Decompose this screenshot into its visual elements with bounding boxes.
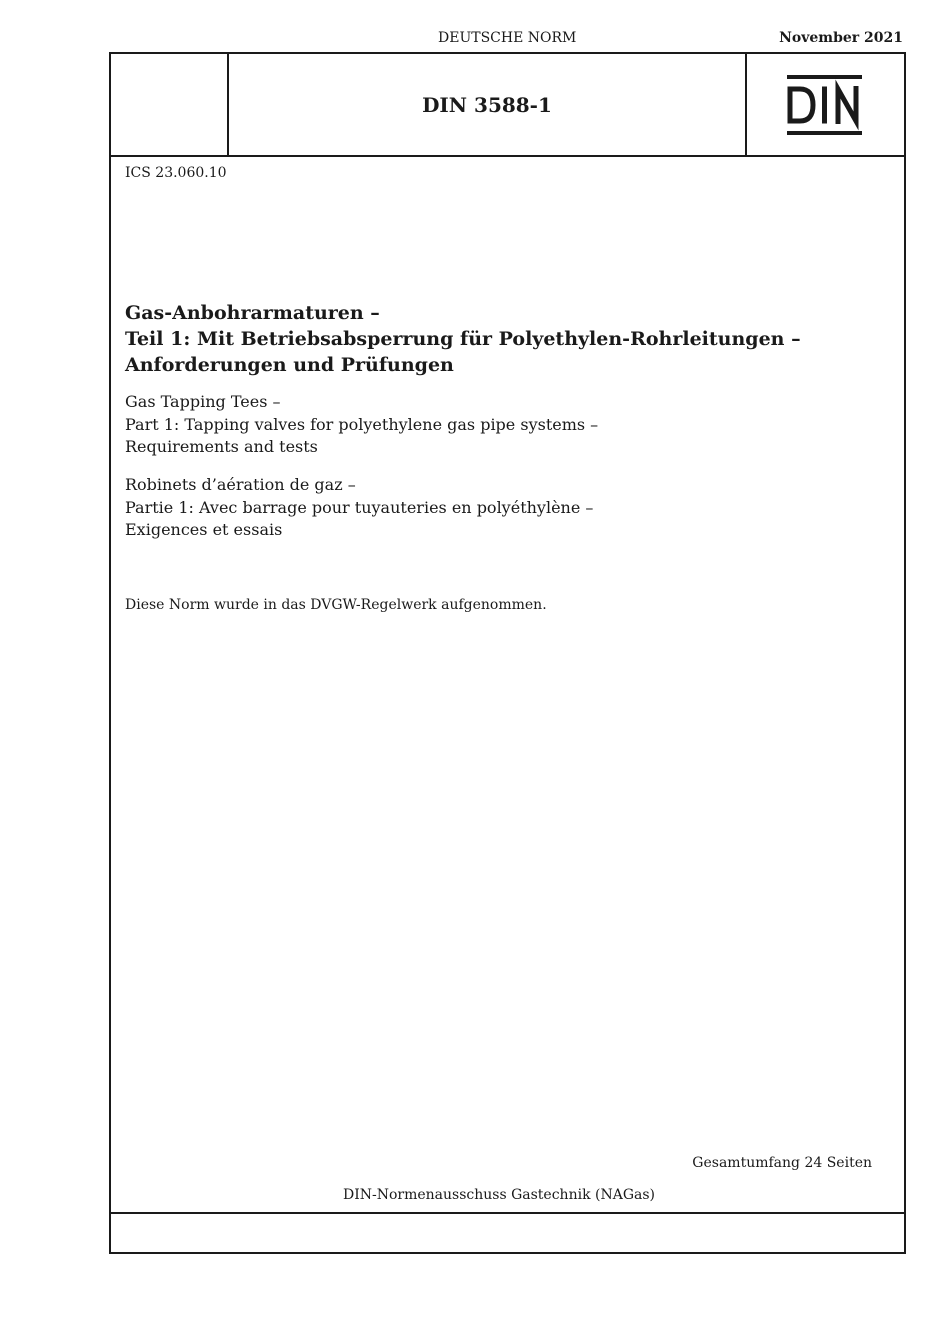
- french-title-line: Exigences et essais: [125, 520, 283, 539]
- header-left-cell: [111, 54, 229, 155]
- publication-date: November 2021: [779, 30, 903, 46]
- norm-type-label: DEUTSCHE NORM: [438, 30, 577, 46]
- dvgw-note: Diese Norm wurde in das DVGW-Regelwerk aufgenommen.: [125, 597, 547, 613]
- ics-code: ICS 23.060.10: [125, 165, 227, 181]
- page-count: Gesamtumfang 24 Seiten: [692, 1155, 872, 1171]
- cover-frame: [109, 52, 906, 1254]
- english-title: [125, 391, 598, 459]
- header-title-cell: [229, 54, 747, 155]
- header-row: [111, 54, 904, 157]
- german-title-line: Teil 1: Mit Betriebsabsperrung für Polyethylen-Rohrleitungen –: [125, 328, 801, 350]
- english-title-line: Gas Tapping Tees –: [125, 392, 281, 411]
- french-title-line: Partie 1: Avec barrage pour tuyauteries en polyéthylène –: [125, 497, 594, 517]
- document-number: DIN 3588-1: [422, 93, 552, 117]
- bottom-divider: [111, 1212, 904, 1214]
- english-title-line: Requirements and tests: [125, 437, 318, 456]
- french-title: [125, 474, 593, 542]
- french-title-line: Robinets d’aération de gaz –: [125, 475, 356, 494]
- english-title-line: Part 1: Tapping valves for polyethylene gas pipe systems –: [125, 414, 599, 434]
- german-title-line: Gas-Anbohrarmaturen –: [125, 302, 380, 324]
- din-logo: [787, 75, 862, 135]
- german-title: [125, 300, 801, 378]
- german-title-line: Anforderungen und Prüfungen: [125, 354, 454, 376]
- committee-name: DIN-Normenausschuss Gastechnik (NAGas): [342, 1187, 656, 1203]
